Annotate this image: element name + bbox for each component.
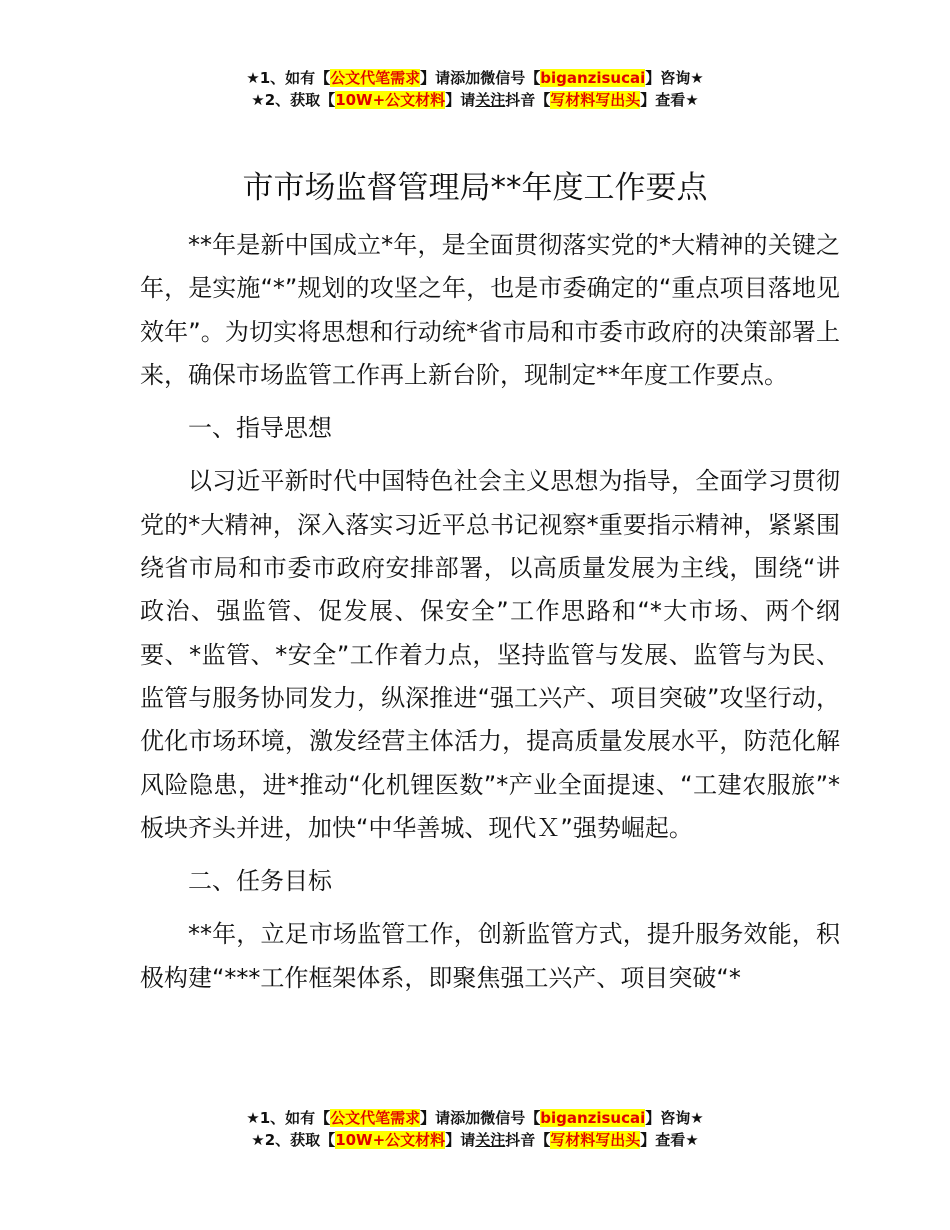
highlight-materials: 10W+公文材料 (335, 91, 446, 109)
task-goals-paragraph: **年，立足市场监管工作，创新监管方式，提升服务效能，积极构建“***工作框架体系，即聚焦强工兴产、项目突破“* (140, 920, 840, 992)
highlight-douyin-account: 写材料写出头 (550, 1131, 641, 1149)
highlight-douyin-account: 写材料写出头 (550, 91, 641, 109)
document-body (140, 224, 840, 1000)
highlight-service: 公文代笔需求 (330, 69, 421, 87)
highlight-wechat-id: biganzisucai (540, 69, 646, 87)
ad-line-1: ★1、如有【公文代笔需求】请添加微信号【biganzisucai】咨询★ (246, 1109, 704, 1127)
document-title: 市市场监督管理局**年度工作要点 (242, 170, 708, 206)
highlight-service: 公文代笔需求 (330, 1109, 421, 1127)
ad-line-2: ★2、获取【10W+公文材料】请关注抖音【写材料写出头】查看★ (251, 1131, 699, 1149)
section-heading-guiding-thought: 一、指导思想 (188, 414, 332, 443)
ad-line-2: ★2、获取【10W+公文材料】请关注抖音【写材料写出头】查看★ (251, 91, 699, 109)
highlight-wechat-id: biganzisucai (540, 1109, 646, 1127)
ad-banner-top (0, 67, 950, 111)
ad-banner-bottom (0, 1107, 950, 1151)
intro-paragraph: **年是新中国成立*年，是全面贯彻落实党的*大精神的关键之年，是实施“*”规划的攻坚之年，也是市委确定的“重点项目落地见效年”。为切实将思想和行动统*省市局和市委市政府的决策部署上来，确保市场监管工作再上新台阶，现制定**年度工作要点。 (140, 231, 840, 389)
guiding-thought-paragraph: 以习近平新时代中国特色社会主义思想为指导，全面学习贯彻党的*大精神，深入落实习近平总书记视察*重要指示精神，紧紧围绕省市局和市委市政府安排部署，以高质量发展为主线，围绕“讲政治、强监管、促发展、保安全”工作思路和“*大市场、两个纲要、*监管、*安全”工作着力点，坚持监管与发展、监管与为民、监管与服务协同发力，纵深推进“强工兴产、项目突破”攻坚行动，优化市场环境，激发经营主体活力，提高质量发展水平，防范化解风险隐患，进*推动“化机锂医数”*产业全面提速、“工建农服旅”*板块齐头并进，加快“中华善城、现代Ｘ”强势崛起。 (140, 467, 840, 842)
ad-line-1: ★1、如有【公文代笔需求】请添加微信号【biganzisucai】咨询★ (246, 69, 704, 87)
section-heading-task-goals: 二、任务目标 (188, 867, 332, 896)
highlight-materials: 10W+公文材料 (335, 1131, 446, 1149)
